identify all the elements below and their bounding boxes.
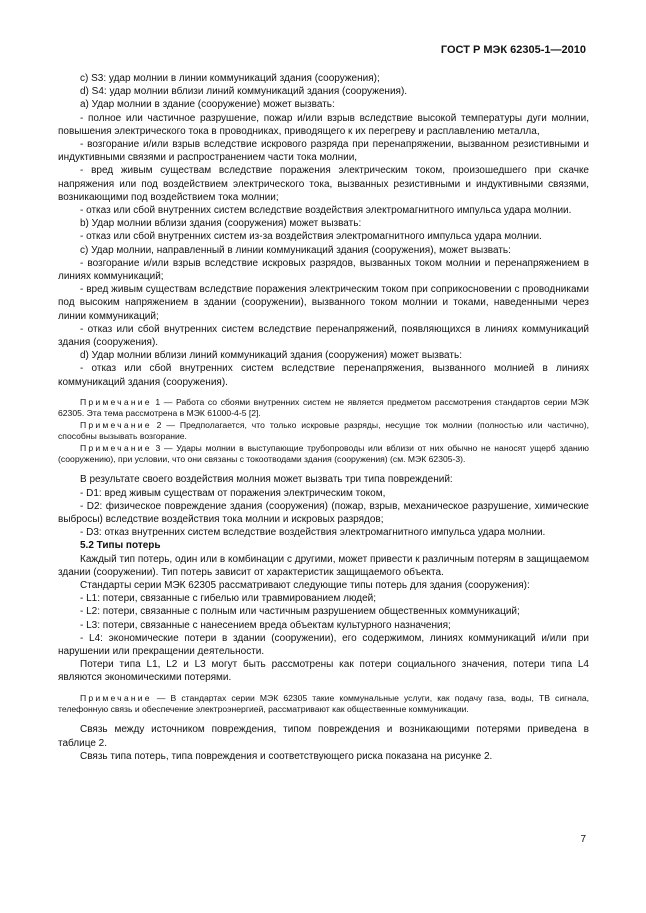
note-label: Примечание — [80, 419, 152, 430]
paragraph: - D2: физическое повреждение здания (сооружения) (пожар, взрыв, механическое разрушение, химические выбросы) вследствие воздействия тока молнии и искровых разрядов; — [58, 500, 589, 525]
paragraph: - вред живым существам вследствие поражения электрическим током при соприкосновении с проводниками под высоким напряжением в здании (сооружении), вызванного током молнии и токами, наведенными через линии коммуникаций; — [58, 284, 589, 322]
paragraph: Связь между источником повреждения, типом повреждения и возникающими потерями приведена в таблице 2. — [58, 724, 589, 749]
note-label: Примечание — [80, 396, 152, 407]
note-3 — [58, 443, 589, 466]
paragraph: d) Удар молнии вблизи линий коммуникаций здания (сооружения) может вызвать: — [80, 350, 462, 362]
paragraph: - отказ или сбой внутренних систем вследствие перенапряжения, вызванного молнией в линиях коммуникаций здания (сооружения). — [58, 363, 589, 388]
paragraph: b) Удар молнии вблизи здания (сооружения) может вызвать: — [80, 218, 362, 230]
paragraph: - L4: экономические потери в здании (сооружении), его содержимом, линиях коммуникаций и/или при нарушении или прекращении деятельности. — [58, 632, 589, 657]
paragraph: Связь типа потерь, типа повреждения и соответствующего риска показана на рисунке 2. — [80, 750, 493, 762]
paragraph: - L1: потери, связанные с гибелью или травмированием людей; — [80, 593, 377, 605]
paragraph: d) S4: удар молнии вблизи линий коммуникаций здания (сооружения). — [80, 86, 408, 98]
document-header: ГОСТ Р МЭК 62305-1—2010 — [440, 44, 586, 56]
note-4 — [58, 693, 589, 716]
section-title: 5.2 Типы потерь — [80, 540, 161, 552]
paragraph: - отказ или сбой внутренних систем из-за воздействия электромагнитного импульса удара молнии. — [80, 231, 542, 243]
paragraph: а) Удар молнии в здание (сооружение) может вызвать: — [80, 99, 335, 111]
paragraph: c) S3: удар молнии в линии коммуникаций здания (сооружения); — [80, 73, 380, 84]
paragraph: - возгорание и/или взрыв вследствие искрового разряда при перенапряжении, вызванном резистивными и индуктивными связями и распространением части тока молнии, — [58, 139, 589, 164]
paragraph: - L3: потери, связанные с нанесением вреда объектам культурного назначения; — [80, 619, 451, 631]
page-body — [58, 72, 589, 763]
note-text: 3 — Удары молнии в выступающие трубопроводы или вблизи от них обычно не наносят ущерб зданию (сооружению), при условии, что они связаны с токоотводами здания (сооружения) (см. МЭК 62305-3). — [58, 442, 589, 464]
page-number: 7 — [580, 834, 586, 845]
paragraph: Стандарты серии МЭК 62305 рассматривают следующие типы потерь для здания (сооружения): — [80, 579, 530, 591]
paragraph: - возгорание и/или взрыв вследствие искровых разрядов, вызванных током молнии и перенапряжением в линиях коммуникаций; — [58, 257, 589, 283]
paragraph: - полное или частичное разрушение, пожар и/или взрыв вследствие высокой температуры дуги молнии, повышения электрического тока в проводниках, приводящего к их перегреву и расплавлению металла, — [58, 112, 589, 137]
paragraph: с) Удар молнии, направленный в линии коммуникаций здания (сооружения), может вызвать: — [80, 244, 511, 256]
paragraph: - D3: отказ внутренних систем вследствие воздействия электромагнитного импульса удара молнии. — [80, 527, 546, 539]
note-text: — В стандартах серии МЭК 62305 такие коммунальные услуги, как подачу газа, воды, ТВ сигнала, телефонную связь и обеспечение электроэнергией, рассматривают как общественные коммуникации. — [58, 692, 589, 714]
paragraph: - вред живым существам вследствие поражения электрическим током, произошедшего при скачке напряжения или под воздействием электрического тока, вызванных резистивными и индуктивными связями, возникающими под воздействием тока молнии; — [58, 165, 589, 203]
paragraph: - L2: потери, связанные с полным или частичным разрушением общественных коммуникаций; — [80, 606, 520, 618]
note-text: 1 — Работа со сбоями внутренних систем не является предметом рассмотрения стандартов серии МЭК 62305. Эта тема рассмотрена в МЭК 61000-4-5 [2]. — [58, 396, 589, 419]
paragraph: - D1: вред живым существам от поражения электрическим током, — [80, 487, 386, 499]
note-2 — [58, 420, 589, 443]
note-text: 2 — Предполагается, что только искровые разряды, несущие ток молнии (полностью или частично), способны вызывать возгорание. — [58, 419, 589, 442]
paragraph: В результате своего воздействия молния может вызвать три типа повреждений: — [80, 474, 453, 486]
note-1 — [58, 397, 589, 420]
paragraph: - отказ или сбой внутренних систем вследствие воздействия электромагнитного импульса удара молнии. — [80, 205, 572, 217]
note-label: Примечание — [80, 692, 152, 703]
paragraph: Каждый тип потерь, один или в комбинации с другими, может привести к различным потерям в защищаемом здании (сооружении). Тип потерь зависит от характеристик защищаемого объекта. — [58, 553, 589, 578]
paragraph: Потери типа L1, L2 и L3 могут быть рассмотрены как потери социального значения, потери типа L4 являются экономическими потерями. — [58, 659, 589, 684]
paragraph: - отказ или сбой внутренних систем вследствие перенапряжений, появляющихся в линиях коммуникаций здания (сооружения). — [58, 323, 589, 349]
note-label: Примечание — [80, 442, 152, 453]
